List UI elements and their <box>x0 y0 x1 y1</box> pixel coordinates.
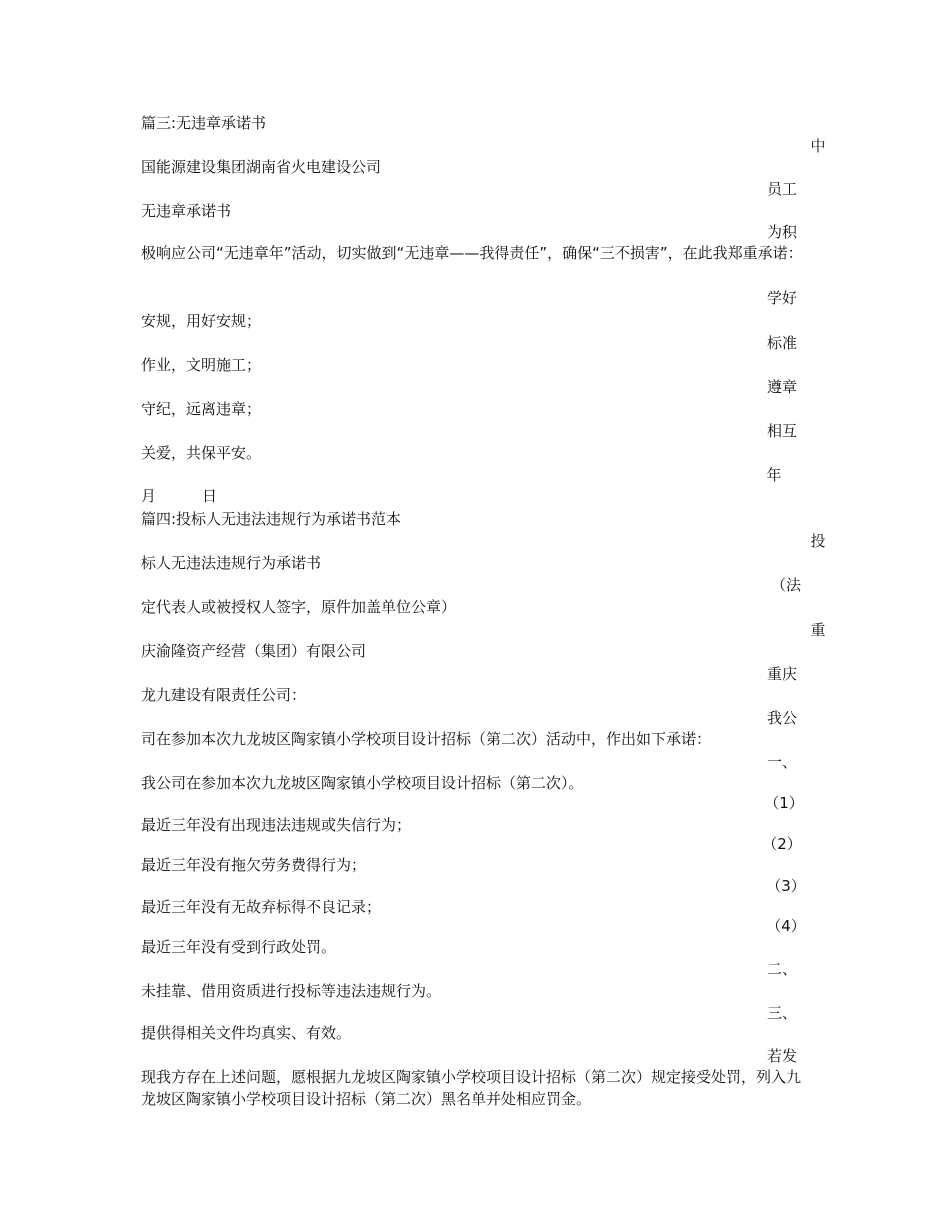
margin-fragment: 重 <box>810 621 826 639</box>
margin-fragment: 遵章 <box>766 378 798 396</box>
company-name: 国能源建设集团湖南省火电建设公司 <box>141 158 382 176</box>
recipient-company-2: 龙九建设有限责任公司： <box>141 686 307 704</box>
margin-fragment: 学好 <box>766 289 798 307</box>
margin-fragment: （3） <box>766 877 806 895</box>
margin-fragment: 相互 <box>766 422 798 440</box>
statement-sub-1: 最近三年没有出现违法违规或失信行为； <box>141 816 412 834</box>
statement-item-2: 未挂靠、借用资质进行投标等违法违规行为。 <box>141 982 442 1000</box>
date-line <box>141 485 217 507</box>
signature-note: 定代表人或被授权人签字，原件加盖单位公章） <box>141 598 457 616</box>
commitment-title: 无违章承诺书 <box>141 202 232 220</box>
statement-item-1: 我公司在参加本次九龙坡区陶家镇小学校项目设计招标（第二次）。 <box>141 774 584 792</box>
statement-item-3: 提供得相关文件均真实、有效。 <box>141 1024 352 1042</box>
commitment-item-4: 关爱，共保平安。 <box>141 444 262 462</box>
section-heading-3: 篇三:无违章承诺书 <box>141 114 267 132</box>
margin-fragment: （法 <box>770 576 802 594</box>
bidder-title: 标人无违法违规行为承诺书 <box>141 554 322 572</box>
statement-sub-2: 最近三年没有拖欠劳务费得行为； <box>141 856 367 874</box>
commitment-item-1: 安规，用好安规； <box>141 312 262 330</box>
commitment-item-2: 作业，文明施工； <box>141 356 262 374</box>
statement-closing: 现我方存在上述问题，愿根据九龙坡区陶家镇小学校项目设计招标（第二次）规定接受处罚，列入九龙坡区陶家镇小学校项目设计招标（第二次）黑名单并处相应罚金。 <box>141 1068 802 1108</box>
margin-fragment: 三、 <box>766 1004 798 1022</box>
margin-fragment: 若发 <box>766 1047 798 1065</box>
margin-fragment: 中 <box>810 137 826 155</box>
margin-fragment: 二、 <box>766 960 798 978</box>
recipient-company: 庆渝隆资产经营（集团）有限公司 <box>141 642 367 660</box>
margin-fragment: （2） <box>762 835 802 853</box>
margin-fragment: 投 <box>810 532 826 550</box>
margin-fragment: （4） <box>766 917 806 935</box>
margin-fragment: 重庆 <box>766 665 798 683</box>
date-day: 日 <box>202 487 218 505</box>
commitment-intro: 极响应公司“无违章年”活动，切实做到“无违章——我得责任”，确保“三不损害”，在此我郑重承诺： <box>141 244 803 262</box>
statement-sub-3: 最近三年没有无故弃标得不良记录； <box>141 898 382 916</box>
statement-sub-4: 最近三年没有受到行政处罚。 <box>141 938 337 956</box>
margin-fragment: 为积 <box>766 223 798 241</box>
margin-fragment: 员工 <box>766 180 798 198</box>
commitment-item-3: 守纪，远离违章； <box>141 400 262 418</box>
margin-fragment: （1） <box>764 794 804 812</box>
margin-fragment: 年 <box>766 466 782 484</box>
section-heading-4: 篇四:投标人无违法违规行为承诺书范本 <box>141 510 402 528</box>
margin-fragment: 标准 <box>766 334 798 352</box>
date-month: 月 <box>141 487 157 505</box>
margin-fragment: 我公 <box>766 709 798 727</box>
margin-fragment: 一、 <box>766 753 798 771</box>
statement-intro: 司在参加本次九龙坡区陶家镇小学校项目设计招标（第二次）活动中，作出如下承诺： <box>141 730 712 748</box>
